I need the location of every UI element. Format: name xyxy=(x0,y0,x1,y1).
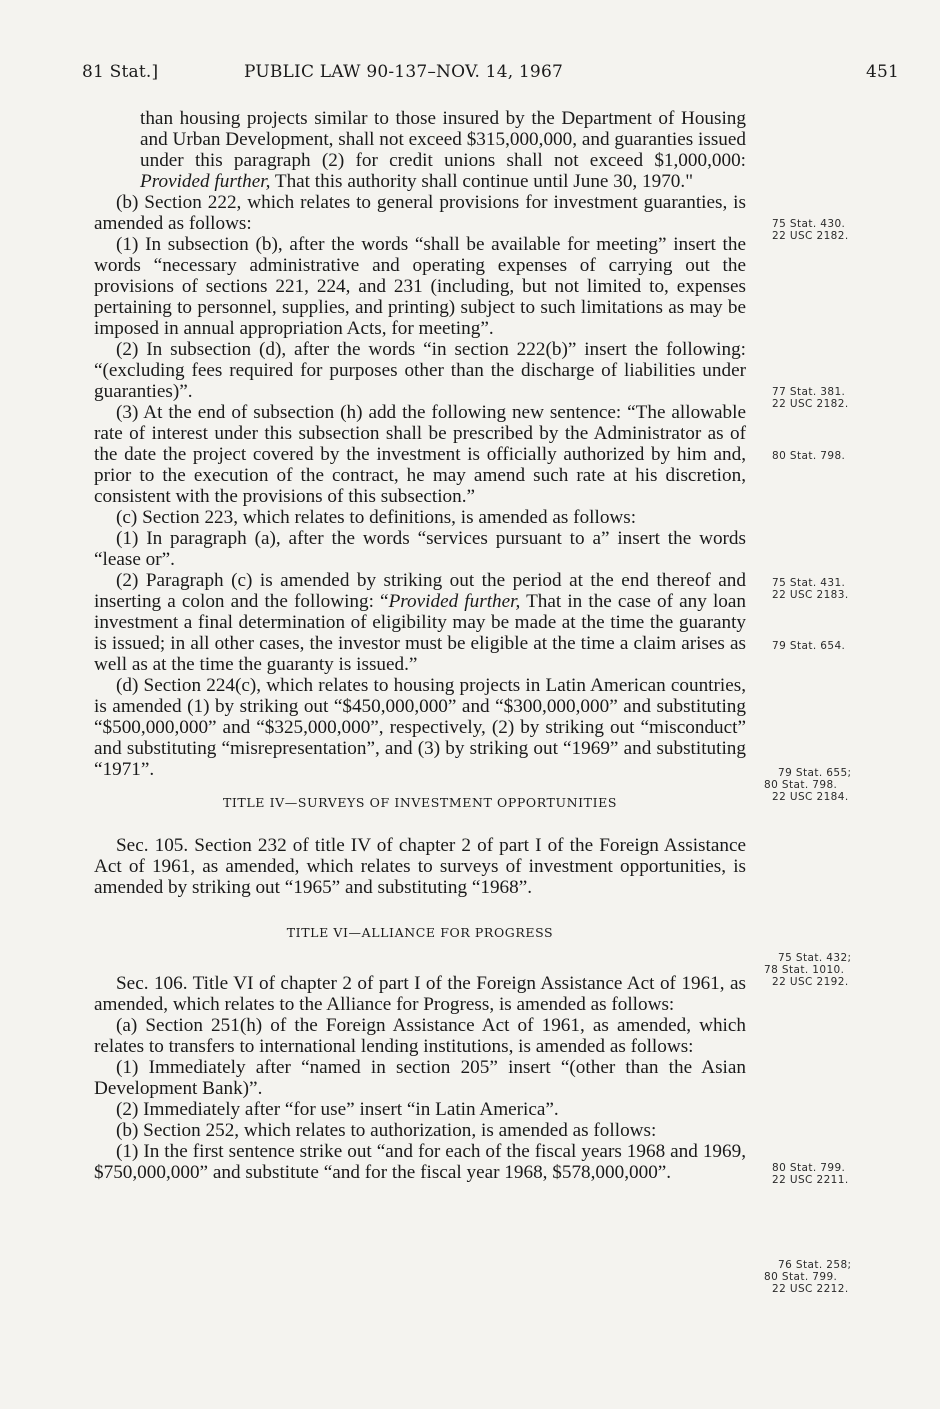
margin-note: 77 Stat. 381. 22 USC 2182. xyxy=(772,386,849,410)
margin-note: 75 Stat. 432; 78 Stat. 1010. 22 USC 2192. xyxy=(764,952,852,988)
paragraph-106b: (b) Section 252, which relates to authorization, is amended as follows: xyxy=(116,1120,657,1141)
paragraph-c1: (1) In paragraph (a), after the words “services pursuant to a” insert the words “lease or”. xyxy=(94,528,746,570)
section-106: Sec. 106. Title VI of chapter 2 of part I of the Foreign Assistance Act of 1961, as amended, which relates to the Alliance for Progress, is amended as follows: xyxy=(94,973,746,1015)
paragraph-b: (b) Section 222, which relates to general provisions for investment guaranties, is amended as follows: xyxy=(94,192,746,234)
body-text xyxy=(94,108,746,1183)
margin-note: 80 Stat. 799. 22 USC 2211. xyxy=(772,1162,849,1186)
paragraph-106a: (a) Section 251(h) of the Foreign Assistance Act of 1961, as amended, which relates to transfers to international lending institutions, is amended as follows: xyxy=(94,1015,746,1057)
page-number: 451 xyxy=(866,62,900,82)
stat-volume: 81 Stat.] xyxy=(82,62,159,82)
paragraph-b2: (2) In subsection (d), after the words “in section 222(b)” insert the following: “(excluding fees required for purposes other than the discharge of liabilities under guaranties)”. xyxy=(94,339,746,402)
paragraph-106a1: (1) Immediately after “named in section 205” insert “(other than the Asian Development Bank)”. xyxy=(94,1057,746,1099)
paragraph-continuation: than housing projects similar to those insured by the Department of Housing and Urban Development, shall not exceed $315,000,000, and guaranties issued under this paragraph (2) for credit unions shall not exceed $1,000,000: Provided further, That this authority shall continue until June 30, 1970." xyxy=(140,108,746,192)
title-iv-heading: TITLE IV—SURVEYS OF INVESTMENT OPPORTUNITIES xyxy=(222,795,618,810)
margin-note: 75 Stat. 430. 22 USC 2182. xyxy=(772,218,849,242)
section-105: Sec. 105. Section 232 of title IV of chapter 2 of part I of the Foreign Assistance Act of 1961, as amended, which relates to surveys of investment opportunities, is amended by striking out “1965” and substituting “1968”. xyxy=(94,835,746,898)
paragraph-b3: (3) At the end of subsection (h) add the following new sentence: “The allowable rate of interest under this subsection shall be prescribed by the Administrator as of the date the project covered by the investment is officially authorized by him and, prior to the execution of the contract, he may amend such rate at his discretion, consistent with the provisions of this subsection.” xyxy=(94,402,746,507)
margin-note: 79 Stat. 655; 80 Stat. 798. 22 USC 2184. xyxy=(764,767,852,803)
running-title: PUBLIC LAW 90-137–NOV. 14, 1967 xyxy=(244,62,563,82)
paragraph-d: (d) Section 224(c), which relates to housing projects in Latin American countries, is amended (1) by striking out “$450,000,000” and “$300,000,000” and substituting “$500,000,000” and “$325,000,000”, respectively, (2) by striking out “misconduct” and substituting “misrepresentation”, and (3) by striking out “1969” and substituting “1971”. xyxy=(94,675,746,780)
paragraph-b1: (1) In subsection (b), after the words “shall be available for meeting” insert the words “necessary administrative and operating expenses of carrying out the provisions of sections 221, 224, and 231 (including, but not limited to, expenses pertaining to personnel, supplies, and printing) subject to such limitations as may be imposed in annual appropriation Acts, for meeting”. xyxy=(94,234,746,339)
margin-note: 80 Stat. 798. xyxy=(772,450,846,462)
margin-note: 75 Stat. 431. 22 USC 2183. xyxy=(772,577,849,601)
margin-note: 76 Stat. 258; 80 Stat. 799. 22 USC 2212. xyxy=(764,1259,852,1295)
margin-note: 79 Stat. 654. xyxy=(772,640,846,652)
paragraph-c2: (2) Paragraph (c) is amended by striking out the period at the end thereof and inserting a colon and the following: “Provided further, That in the case of any loan investment a final determination of eligibility may be made at the time the guaranty is issued; in all other cases, the investor must be eligible at the time a claim arises as well as at the time the guaranty is issued.” xyxy=(94,570,747,675)
paragraph-106a2: (2) Immediately after “for use” insert “in Latin America”. xyxy=(116,1099,559,1120)
paragraph-c: (c) Section 223, which relates to definitions, is amended as follows: xyxy=(116,507,637,528)
paragraph-106b1: (1) In the first sentence strike out “and for each of the fiscal years 1968 and 1969, $750,000,000” and substitute “and for the fiscal year 1968, $578,000,000”. xyxy=(94,1141,746,1183)
title-vi-heading: TITLE VI—ALLIANCE FOR PROGRESS xyxy=(286,925,554,940)
